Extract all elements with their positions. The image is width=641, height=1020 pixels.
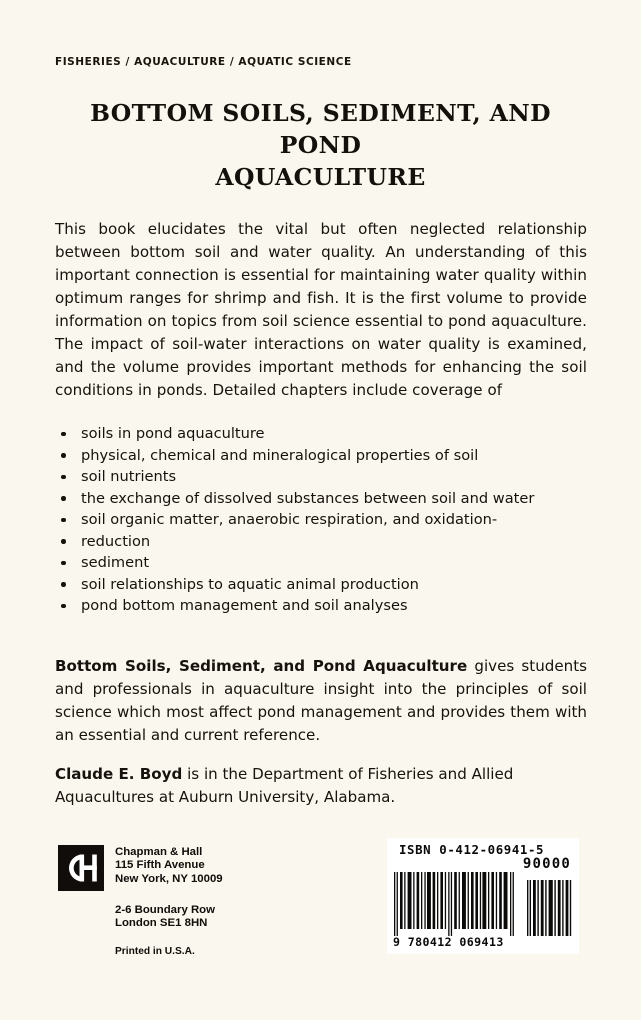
ean13-bars-icon [393, 872, 518, 936]
publisher-uk-city: London SE1 8HN [115, 917, 208, 930]
bullet-icon [61, 561, 66, 566]
list-item-label: soil nutrients [81, 468, 177, 485]
title-line-1: BOTTOM SOILS, SEDIMENT, AND POND [90, 99, 551, 159]
author-bio-body: is in the Department of Fisheries and Allied Aquacultures at Auburn University, Alabama. [55, 765, 514, 807]
barcode-bars-row [393, 872, 573, 936]
list-item-label: pond bottom management and soil analyses [81, 597, 408, 614]
list-item [57, 509, 597, 531]
publisher-street: 115 Fifth Avenue [115, 859, 205, 872]
list-item-label: the exchange of dissolved substances between soil and water [81, 489, 535, 507]
list-item-label: soils in pond aquaculture [81, 425, 265, 442]
publisher-city: New York, NY 10009 [115, 872, 223, 885]
ean13-digits-label: 9 780412 069413 [393, 935, 504, 949]
publisher-name: Chapman & Hall [115, 846, 203, 858]
author-bio [55, 763, 587, 809]
bullet-icon [61, 453, 66, 458]
bullet-icon [61, 582, 66, 587]
publisher-logo-row [58, 845, 308, 891]
description-paragraph: This book elucidates the vital but often neglected relationship between bottom soil and water quality. An understanding of this important connection is essential for maintaining water quality within optimum ranges for shrimp and fish. It is the first volume to provide information on topics from soil science essential to pond aquaculture. The impact of soil-water interactions on water quality is examined, and the volume provides important methods for enhancing the soil conditions in ponds. Detailed chapters include coverage of [55, 220, 587, 399]
bullet-icon [61, 496, 66, 501]
list-item [57, 423, 597, 445]
promo-body: gives students and professionals in aquaculture insight into the principles of soil science which most affect pond management and provides them with an essential and current reference. [55, 657, 587, 744]
publisher-address-uk [115, 904, 308, 931]
page-title [55, 98, 586, 194]
isbn-label: ISBN 0-412-06941-5 [399, 842, 545, 857]
list-item [57, 531, 597, 553]
promo-paragraph [55, 655, 587, 747]
printed-in-label: Printed in U.S.A. [115, 945, 195, 957]
list-item-label: sediment [81, 554, 150, 571]
list-item [57, 445, 597, 467]
promo-book-title: Bottom Soils, Sediment, and Pond Aquaculture [55, 657, 468, 676]
list-item-label: reduction [81, 532, 151, 550]
bullet-icon [61, 432, 66, 437]
author-name: Claude E. Boyd [55, 765, 183, 784]
publisher-block [58, 845, 308, 957]
list-item [57, 552, 597, 574]
barcode-addon-label: 90000 [522, 856, 571, 872]
list-item-label: soil relationships to aquatic animal production [81, 575, 419, 593]
list-item [57, 488, 597, 510]
title-line-2: AQUACULTURE [215, 162, 426, 191]
list-item [57, 574, 597, 596]
category-strap: FISHERIES / AQUACULTURE / AQUATIC SCIENCE [55, 56, 352, 68]
bullet-icon [61, 518, 66, 523]
publisher-uk-street: 2-6 Boundary Row [115, 904, 215, 916]
barcode-block [387, 838, 579, 954]
list-item-label: soil organic matter, anaerobic respiration, and oxidation- [81, 511, 498, 528]
bullet-icon [61, 604, 66, 609]
barcode-addon-bars-icon [526, 880, 572, 936]
feature-list [57, 423, 597, 617]
list-item-label: physical, chemical and mineralogical properties of soil [81, 446, 479, 464]
chapman-hall-logo-icon [58, 845, 104, 891]
list-item [57, 595, 597, 617]
list-item [57, 466, 597, 488]
bullet-icon [61, 475, 66, 480]
bullet-icon [61, 539, 66, 544]
publisher-address-us [115, 845, 223, 886]
